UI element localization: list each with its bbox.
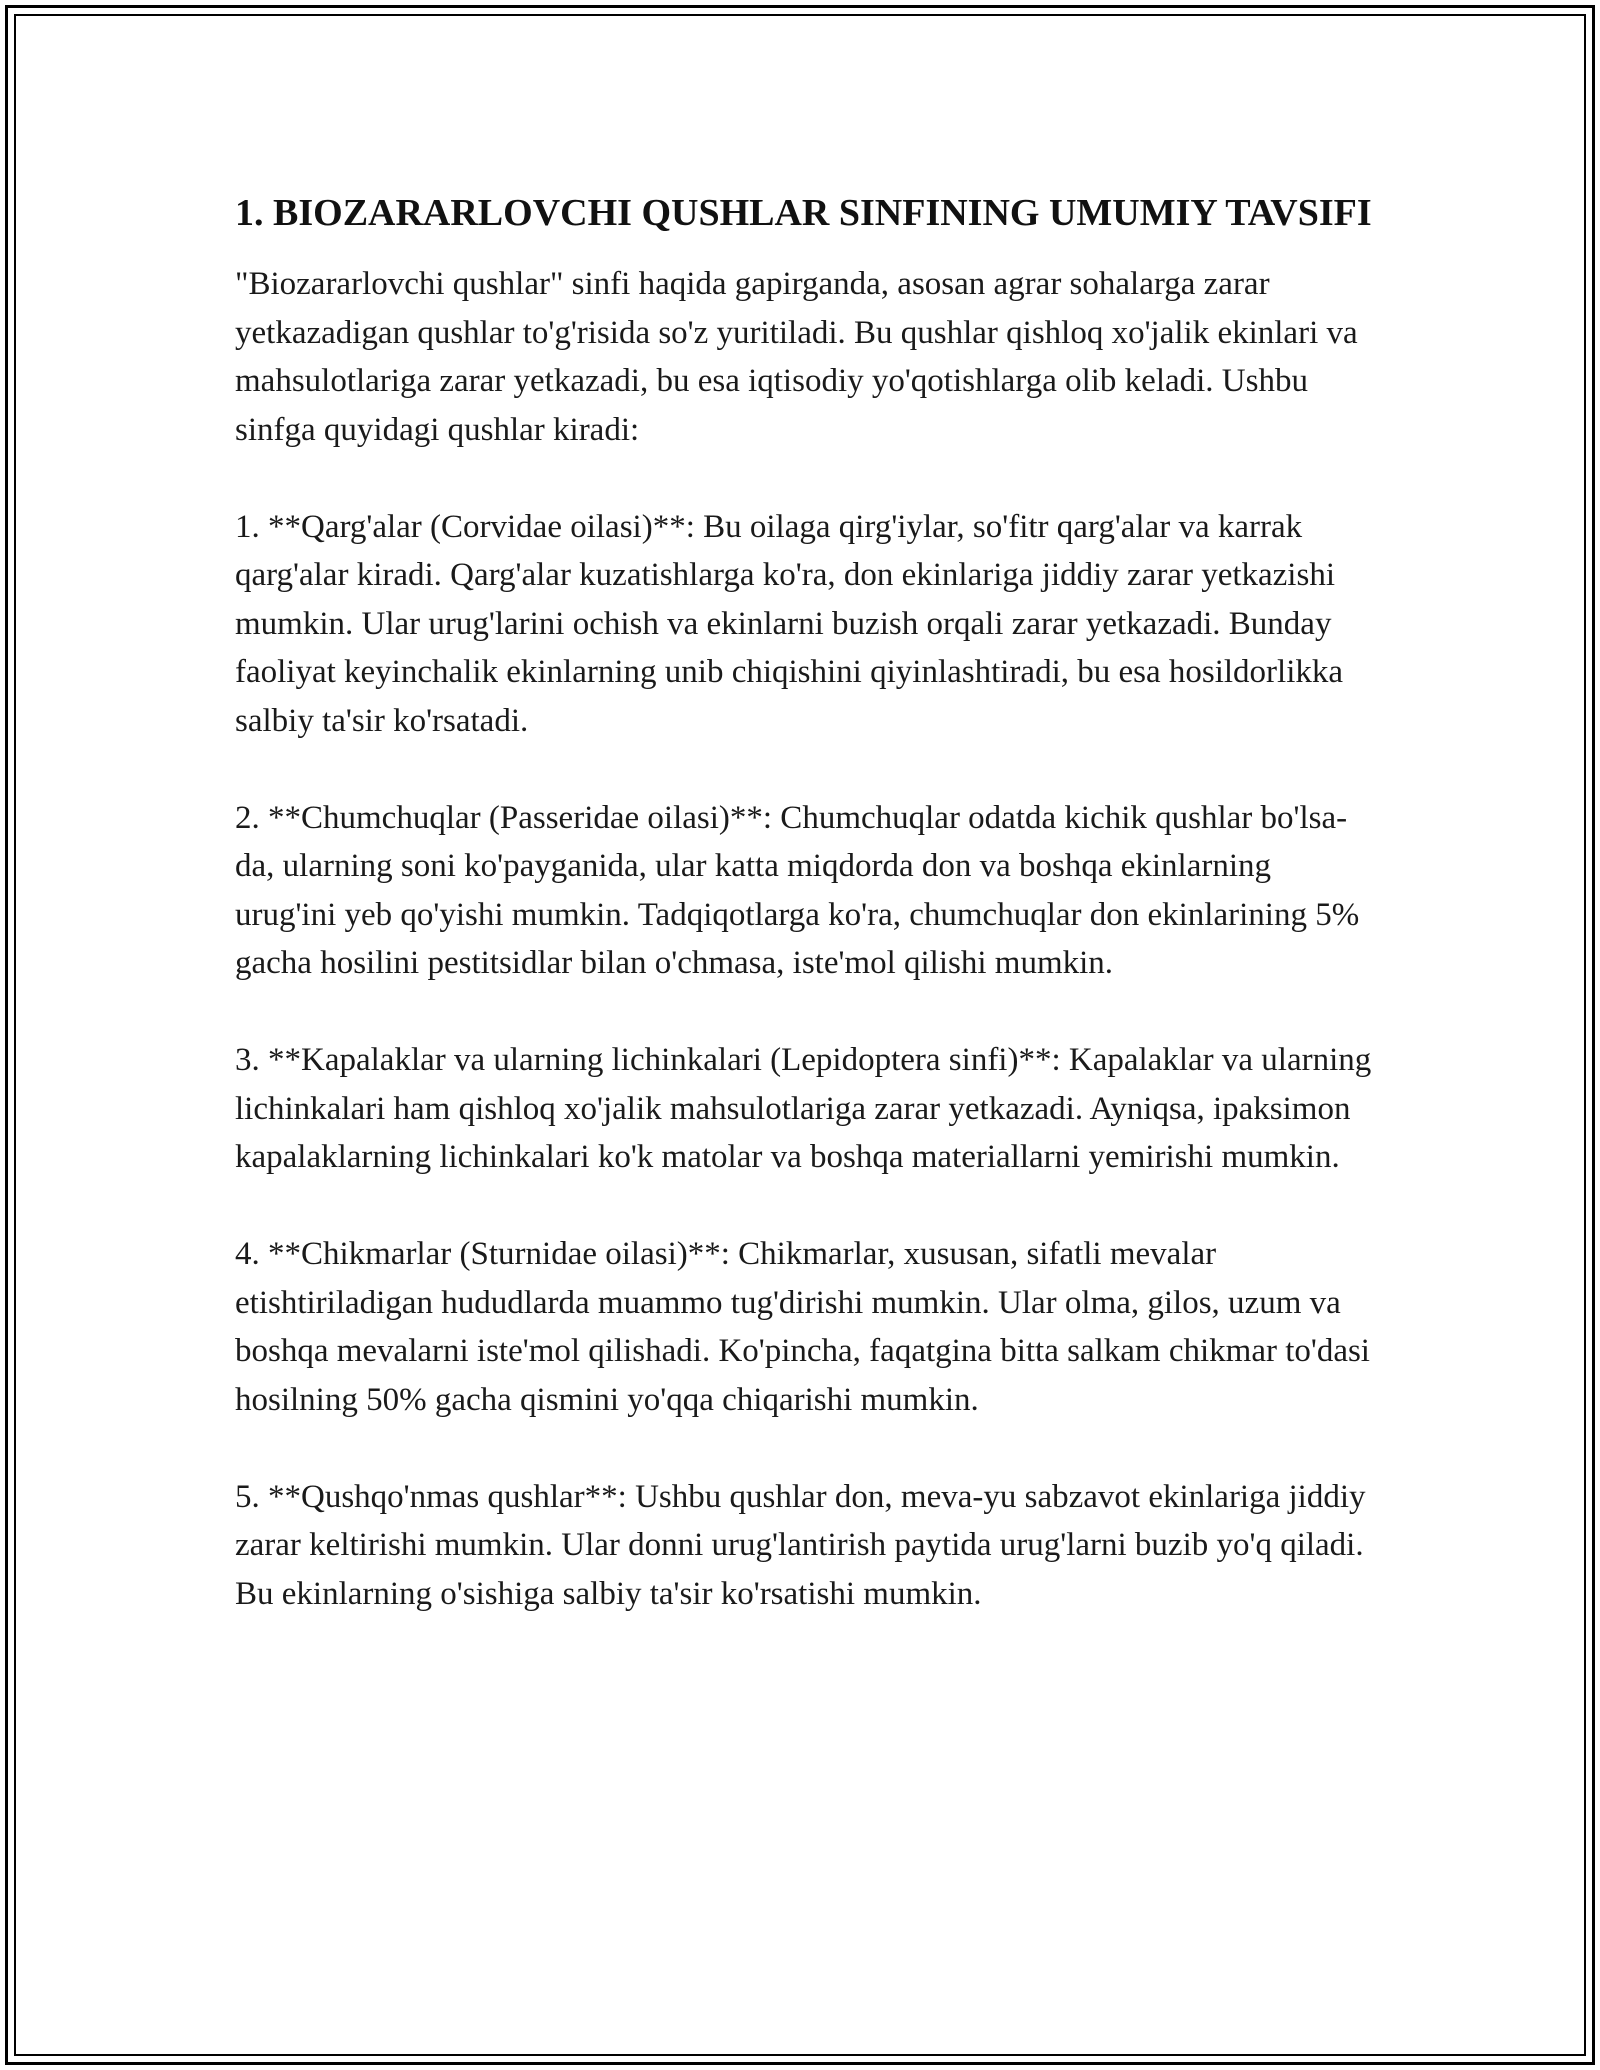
list-item-sturnidae: 4. **Chikmarlar (Sturnidae oilasi)**: Chikmarlar, xususan, sifatli mevalar etishtiriladigan hududlarda muammo tug'dirishi mumkin. Ular olma, gilos, uzum va boshqa mevalarni iste'mol qilishadi. Ko'pincha, faqatgina bitta salkam chikmar to'dasi hosilning 50% gacha qismini yo'qqa chiqarishi mumkin. — [235, 1236, 1370, 1418]
intro-paragraph: "Biozararlovchi qushlar" sinfi haqida gapirganda, asosan agrar sohalarga zarar yetkazadigan qushlar to'g'risida so'z yuritiladi. Bu qushlar qishloq xo'jalik ekinlari va mahsulotlariga zarar yetkazadi, bu esa iqtisodiy yo'qotishlarga olib keladi. Ushbu sinfga quyidagi qushlar kiradi: — [235, 266, 1358, 448]
list-item-passeridae: 2. **Chumchuqlar (Passeridae oilasi)**: Chumchuqlar odatda kichik qushlar bo'lsa-da, ularning soni ko'payganida, ular katta miqdorda don va boshqa ekinlarning urug'ini yeb qo'yishi mumkin. Tadqiqotlarga ko'ra, chumchuqlar don ekinlarining 5% gacha hosilini pestitsidlar bilan o'chmasa, iste'mol qilishi mumkin. — [235, 799, 1360, 981]
list-item-qushqonmas: 5. **Qushqo'nmas qushlar**: Ushbu qushlar don, meva-yu sabzavot ekinlariga jiddiy zarar keltirishi mumkin. Ular donni urug'lantirish paytida urug'larni buzib yo'q qiladi. Bu ekinlarning o'sishiga salbiy ta'sir ko'rsatishi mumkin. — [235, 1478, 1366, 1612]
list-item-lepidoptera: 3. **Kapalaklar va ularning lichinkalari (Lepidoptera sinfi)**: Kapalaklar va ularning lichinkalari ham qishloq xo'jalik mahsulotlariga zarar yetkazadi. Ayniqsa, ipaksimon kapalaklarning lichinkalari ko'k matolar va boshqa materiallarni yemirishi mumkin. — [235, 1042, 1372, 1175]
list-item-corvidae: 1. **Qarg'alar (Corvidae oilasi)**: Bu oilaga qirg'iylar, so'fitr qarg'alar va karrak qarg'alar kiradi. Qarg'alar kuzatishlarga ko'ra, don ekinlariga jiddiy zarar yetkazishi mumkin. Ular urug'larini ochish va ekinlarni buzish orqali zarar yetkazadi. Bunday faoliyat keyinchalik ekinlarning unib chiqishini qiyinlashtiradi, bu esa hosildorlikka salbiy ta'sir ko'rsatadi. — [235, 508, 1344, 739]
section-heading: 1. BIOZARARLOVCHI QUSHLAR SINFINING UMUMIY TAVSIFI — [235, 192, 1372, 234]
document-body — [235, 186, 1375, 1618]
